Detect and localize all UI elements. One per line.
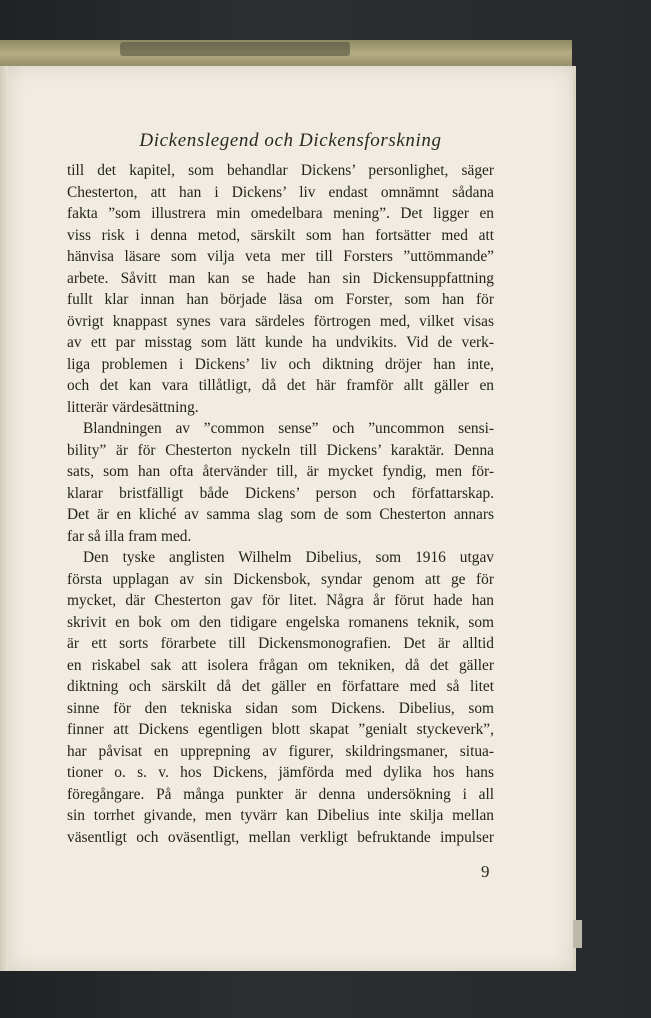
text-line: av ett par misstag som lätt kunde ha undvikits. Vid de verk-	[67, 334, 494, 351]
text-line: finner att Dickens egentligen blott skapat ”genialt styckeverk”,	[67, 721, 494, 738]
text-line: hänvisa läsare som vilja veta mer till Forsters ”uttömmande”	[67, 248, 494, 265]
text-line: har påvisat en upprepning av figurer, skildringsmaner, situa-	[67, 742, 494, 760]
scan-marker	[573, 920, 582, 948]
text-line: en riskabel sak att isolera frågan om tekniken, då det gäller	[67, 656, 494, 674]
text-line: klarar bristfälligt både Dickens’ person och författarskap.	[67, 484, 494, 502]
text-line: Det är en kliché av samma slag som de som Chesterton annars	[67, 506, 494, 523]
text-line: Blandningen av ”common sense” och ”uncommon sensi-	[83, 420, 494, 437]
text-line: sats, som han ofta återvänder till, är mycket fyndig, men för-	[67, 463, 494, 480]
text-line: första upplagan av sin Dickensbok, syndar genom att ge för	[67, 570, 494, 588]
text-line: till det kapitel, som behandlar Dickens’ personlighet, säger	[67, 162, 494, 179]
body-text	[67, 160, 494, 848]
text-line: fullt klar innan han började läsa om Forster, som han för	[67, 291, 494, 308]
text-line: skrivit en bok om den tidigare engelska romanens teknik, som	[67, 613, 494, 631]
text-line: far så illa fram med.	[67, 527, 192, 545]
text-line: sinne för den tekniska sidan som Dickens. Dibelius, som	[67, 699, 494, 717]
text-line: övrigt knappast synes vara särdeles förtrogen med, vilket visas	[67, 312, 494, 330]
text-line: tioner o. s. v. hos Dickens, jämförda med dylika hos hans	[67, 764, 494, 781]
text-line: diktning och särskilt då det gäller en författare med så litet	[67, 678, 494, 695]
text-line: viss risk i denna metod, särskilt som han fortsätter med att	[67, 226, 494, 244]
text-line: Chesterton, att han i Dickens’ liv endast omnämnt sådana	[67, 183, 494, 201]
text-line: liga problemen i Dickens’ liv och diktning dröjer han inte,	[67, 355, 494, 373]
text-line: litterär värdesättning.	[67, 398, 199, 416]
text-line: bility” är för Chesterton nyckeln till Dickens’ karaktär. Denna	[67, 441, 494, 459]
text-line: är ett sorts förarbete till Dickensmonografien. Det är alltid	[67, 635, 494, 652]
text-line: mycket, där Chesterton gav för litet. Några år förut hade han	[67, 592, 494, 609]
page-number: 9	[481, 862, 490, 881]
text-line: fakta ”som illustrera min omedelbara mening”. Det ligger en	[67, 205, 494, 222]
text-line: väsentligt och oväsentligt, mellan verkligt befruktande impulser	[67, 828, 494, 846]
text-line: sin torrhet givande, men tyvärr kan Dibelius inte skilja mellan	[67, 807, 494, 824]
text-line: Den tyske anglisten Wilhelm Dibelius, som 1916 utgav	[83, 549, 494, 566]
book-page	[8, 66, 573, 971]
spine-shadow	[120, 42, 350, 56]
text-line: arbete. Såvitt man kan se hade han sin Dickensuppfattning	[67, 269, 494, 287]
running-head: Dickenslegend och Dickensforskning	[139, 130, 442, 151]
text-line: och det kan vara tillåtligt, då det här framför allt gäller en	[67, 377, 494, 394]
text-line: föregångare. På många punkter är denna undersökning i all	[67, 785, 494, 803]
